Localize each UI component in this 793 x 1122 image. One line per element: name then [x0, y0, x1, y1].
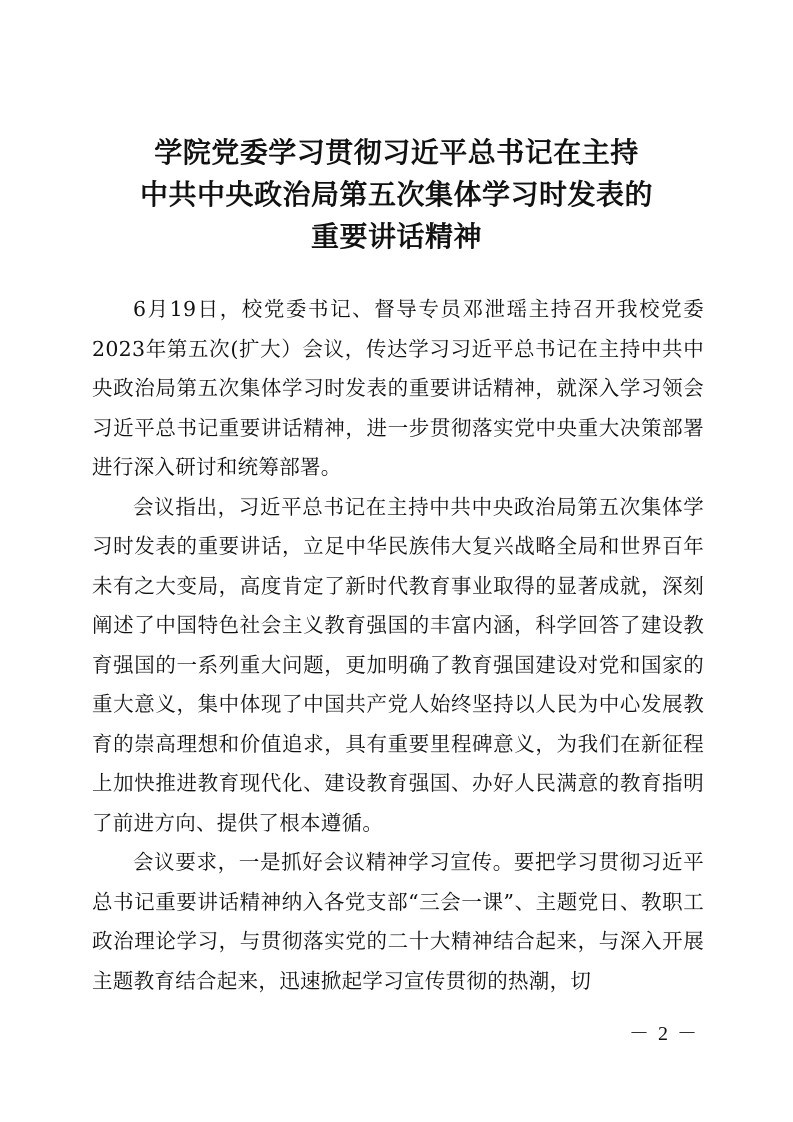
page-number: － 2 － — [629, 1023, 699, 1045]
title-line-2: 中共中央政治局第五次集体学习时发表的 — [139, 178, 653, 211]
title-line-3: 重要讲话精神 — [310, 220, 482, 253]
paragraph-1: 6月19日，校党委书记、督导专员邓泄瑶主持召开我校党委2023年第五次(扩大）会议，传达学习习近平总书记在主持中共中央政治局第五次集体学习时发表的重要讲话精神，就深入学习领会习近平总书记重要讲话精神，进一步贯彻落实党中央重大决策部署进行深入研讨和统筹部署。 — [92, 297, 704, 479]
document-title — [90, 132, 703, 258]
paragraph-2: 会议指出，习近平总书记在主持中共中央政治局第五次集体学习时发表的重要讲话，立足中华民族伟大复兴战略全局和世界百年未有之大变局，高度肯定了新时代教育事业取得的显著成就，深刻阐述了中国特色社会主义教育强国的丰富内涵，科学回答了建设教育强国的一系列重大问题，更加明确了教育强国建设对党和国家的重大意义，集中体现了中国共产党人始终坚持以人民为中心发展教育的崇高理想和价值追求，具有重要里程碑意义，为我们在新征程上加快推进教育现代化、建设教育强国、办好人民满意的教育指明了前进方向、提供了根本遵循。 — [92, 494, 704, 835]
title-line-1: 学院党委学习贯彻习近平总书记在主持 — [154, 136, 639, 169]
document-body — [92, 290, 704, 1001]
paragraph-3: 会议要求，一是抓好会议精神学习宣传。要把学习贯彻习近平总书记重要讲话精神纳入各党支部“三会一课”、主题党日、教职工政治理论学习，与贯彻落实党的二十大精神结合起来，与深入开展主题教育结合起来，迅速掀起学习宣传贯彻的热潮，切 — [92, 850, 704, 993]
